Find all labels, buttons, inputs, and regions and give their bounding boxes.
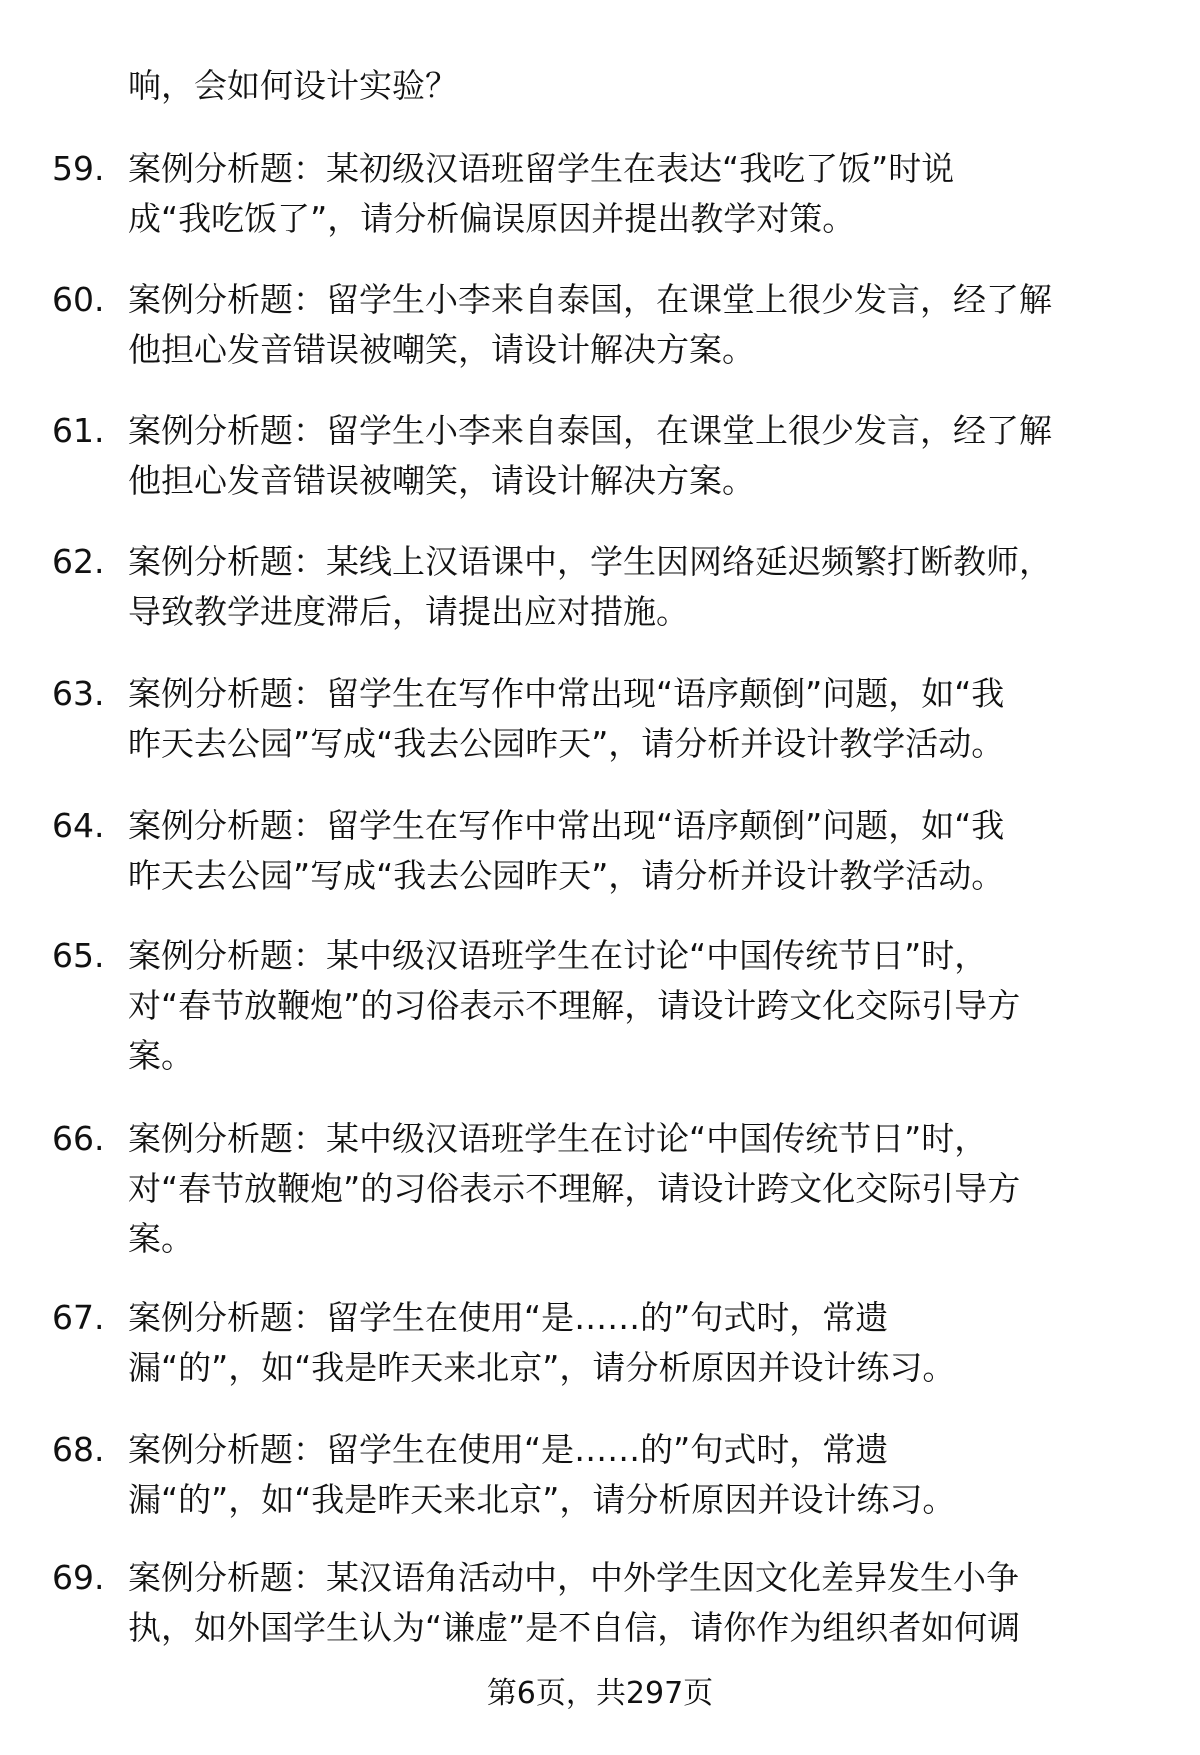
question-text [128,406,1052,506]
text-line: 案例分析题：某汉语角活动中，中外学生因文化差异发生小争 [128,1558,1019,1597]
question-number: 63. [52,674,105,713]
question-number: 59. [52,149,105,188]
question-number: 66. [52,1119,105,1158]
text-line: 他担心发音错误被嘲笑，请设计解决方案。 [128,330,755,369]
text-line: 案例分析题：留学生小李来自泰国，在课堂上很少发言，经了解 [128,411,1052,450]
text-line: 对“春节放鞭炮”的习俗表示不理解，请设计跨文化交际引导方 [128,1169,1021,1208]
text-line: 导致教学进度滞后，请提出应对措施。 [128,592,689,631]
question-text [128,1553,1020,1653]
text-line: 案例分析题：某中级汉语班学生在讨论“中国传统节日”时， [128,936,988,975]
text-line: 案例分析题：留学生在写作中常出现“语序颠倒”问题，如“我 [128,674,1005,713]
question-number: 68. [52,1430,105,1469]
question-text [128,144,954,244]
question-number: 64. [52,806,105,845]
text-line: 案例分析题：某初级汉语班留学生在表达“我吃了饭”时说 [128,149,955,188]
text-line: 案例分析题：留学生在使用“是……的”句式时，常遗 [128,1298,889,1337]
question-text [128,931,1020,1081]
text-line: 响，会如何设计实验？ [128,66,458,105]
text-line: 案例分析题：留学生小李来自泰国，在课堂上很少发言，经了解 [128,280,1052,319]
question-text [128,801,1004,901]
text-line: 成“我吃饭了”，请分析偏误原因并提出教学对策。 [128,199,856,238]
text-line: 昨天去公园”写成“我去公园昨天”，请分析并设计教学活动。 [128,856,1005,895]
text-line: 对“春节放鞭炮”的习俗表示不理解，请设计跨文化交际引导方 [128,986,1021,1025]
question-number: 62. [52,542,105,581]
text-line: 案。 [128,1036,194,1075]
page-footer: 第6页，共297页 [486,1676,714,1711]
question-text [128,275,1052,375]
question-number: 65. [52,936,105,975]
question-text [128,1114,1020,1264]
question-text [128,1425,955,1525]
text-line: 漏“的”，如“我是昨天来北京”，请分析原因并设计练习。 [128,1480,956,1519]
text-line: 案例分析题：某中级汉语班学生在讨论“中国传统节日”时， [128,1119,988,1158]
text-line: 执，如外国学生认为“谦虚”是不自信，请你作为组织者如何调 [128,1608,1021,1647]
question-number: 69. [52,1558,105,1597]
text-line: 漏“的”，如“我是昨天来北京”，请分析原因并设计练习。 [128,1348,956,1387]
text-line: 案。 [128,1219,194,1258]
question-text [128,537,1052,637]
question-number: 60. [52,280,105,319]
question-text [128,61,458,111]
text-line: 案例分析题：某线上汉语课中，学生因网络延迟频繁打断教师， [128,542,1052,581]
text-line: 案例分析题：留学生在使用“是……的”句式时，常遗 [128,1430,889,1469]
text-line: 昨天去公园”写成“我去公园昨天”，请分析并设计教学活动。 [128,724,1005,763]
question-number: 61. [52,411,105,450]
question-text [128,1293,955,1393]
question-number: 67. [52,1298,105,1337]
text-line: 他担心发音错误被嘲笑，请设计解决方案。 [128,461,755,500]
text-line: 案例分析题：留学生在写作中常出现“语序颠倒”问题，如“我 [128,806,1005,845]
question-text [128,669,1004,769]
